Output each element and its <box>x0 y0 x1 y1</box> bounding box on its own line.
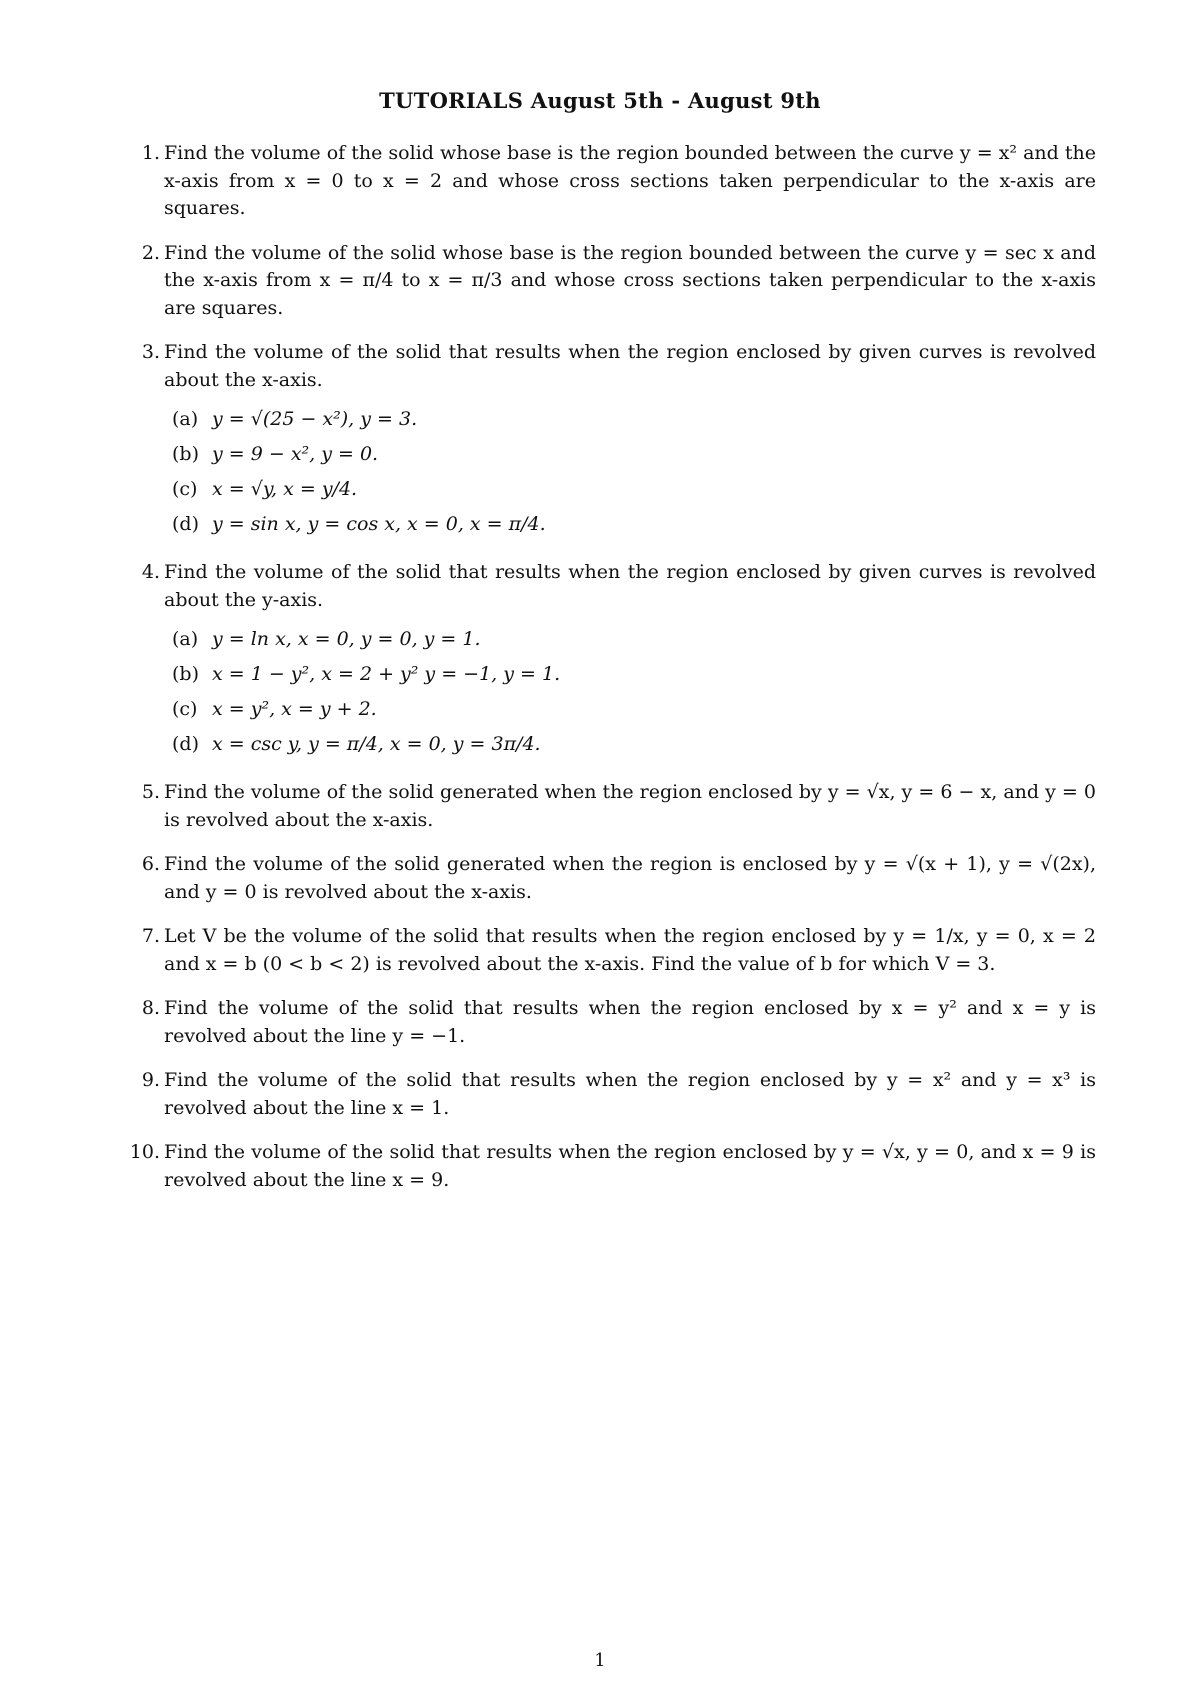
problem-text: Find the volume of the solid that results when the region enclosed by x = y² and x = y is revolved about the line y = −1. <box>164 997 1096 1047</box>
subpart-text: x = y², x = y + 2. <box>212 698 377 720</box>
problem-4 <box>126 559 1096 762</box>
subpart-list <box>164 622 1096 762</box>
subpart <box>172 657 1096 692</box>
subpart-text: x = csc y, y = π/4, x = 0, y = 3π/4. <box>212 733 541 755</box>
problem-3 <box>126 339 1096 542</box>
subpart-label: (c) <box>172 698 198 720</box>
subpart-label: (a) <box>172 628 199 650</box>
problem-number: 3. <box>141 341 160 363</box>
problem-text: Find the volume of the solid generated when the region enclosed by y = √x, y = 6 − x, and y = 0 is revolved about the x-axis. <box>164 781 1096 831</box>
problem-number: 2. <box>141 241 160 264</box>
problem-number: 6. <box>141 853 160 875</box>
subpart <box>172 402 1096 437</box>
subpart-text: x = 1 − y², x = 2 + y² y = −1, y = 1. <box>212 663 561 685</box>
problem-8 <box>126 995 1096 1050</box>
subpart <box>172 472 1096 507</box>
problem-5 <box>126 779 1096 834</box>
problem-6 <box>126 851 1096 906</box>
problem-text: Find the volume of the solid whose base is the region bounded between the curve y = sec x and the x-axis from x = π/4 to x = π/3 and whose cross sections taken perpendicular to the x-axis are squares. <box>164 241 1096 319</box>
subpart-label: (d) <box>172 513 199 535</box>
problem-number: 9. <box>141 1069 160 1091</box>
problem-number: 10. <box>129 1141 160 1163</box>
problem-number: 4. <box>141 561 160 583</box>
subpart-label: (b) <box>172 443 199 465</box>
subpart-text: y = sin x, y = cos x, x = 0, x = π/4. <box>212 513 546 535</box>
subpart-text: y = 9 − x², y = 0. <box>212 443 379 465</box>
problem-list <box>126 140 1096 1211</box>
problem-10 <box>126 1139 1096 1194</box>
problem-text: Find the volume of the solid that results when the region enclosed by y = x² and y = x³ is revolved about the line x = 1. <box>164 1069 1096 1119</box>
subpart-label: (c) <box>172 478 198 500</box>
page-number: 1 <box>594 1650 606 1671</box>
problem-9 <box>126 1067 1096 1122</box>
problem-7 <box>126 923 1096 978</box>
subpart <box>172 622 1096 657</box>
subpart-label: (a) <box>172 408 199 430</box>
problem-text: Find the volume of the solid that results when the region enclosed by given curves is revolved about the x-axis. <box>164 341 1096 391</box>
problem-number: 8. <box>141 997 160 1019</box>
page-title: TUTORIALS August 5th - August 9th <box>379 88 821 113</box>
subpart <box>172 692 1096 727</box>
problem-text: Find the volume of the solid that results when the region enclosed by given curves is revolved about the y-axis. <box>164 561 1096 611</box>
subpart-list <box>164 402 1096 542</box>
subpart-text: y = √(25 − x²), y = 3. <box>212 408 418 430</box>
problem-1 <box>126 140 1096 223</box>
subpart <box>172 727 1096 762</box>
problem-text: Find the volume of the solid whose base is the region bounded between the curve y = x² and the x-axis from x = 0 to x = 2 and whose cross sections taken perpendicular to the x-axis are squares. <box>164 142 1096 219</box>
subpart-text: x = √y, x = y/4. <box>212 478 358 500</box>
problem-text: Find the volume of the solid generated when the region is enclosed by y = √(x + 1), y = √(2x), and y = 0 is revolved about the x-axis. <box>164 853 1096 903</box>
problem-2 <box>126 240 1096 323</box>
subpart-label: (d) <box>172 733 199 755</box>
problem-number: 7. <box>141 925 160 947</box>
problem-text: Find the volume of the solid that results when the region enclosed by y = √x, y = 0, and x = 9 is revolved about the line x = 9. <box>164 1141 1096 1191</box>
problem-number: 1. <box>141 142 160 164</box>
subpart <box>172 507 1096 542</box>
problem-text: Let V be the volume of the solid that results when the region enclosed by y = 1/x, y = 0, x = 2 and x = b (0 < b < 2) is revolved about the x-axis. Find the value of b for which V = 3. <box>164 925 1096 975</box>
subpart-text: y = ln x, x = 0, y = 0, y = 1. <box>212 628 481 650</box>
subpart <box>172 437 1096 472</box>
problem-number: 5. <box>141 781 160 803</box>
subpart-label: (b) <box>172 663 199 685</box>
